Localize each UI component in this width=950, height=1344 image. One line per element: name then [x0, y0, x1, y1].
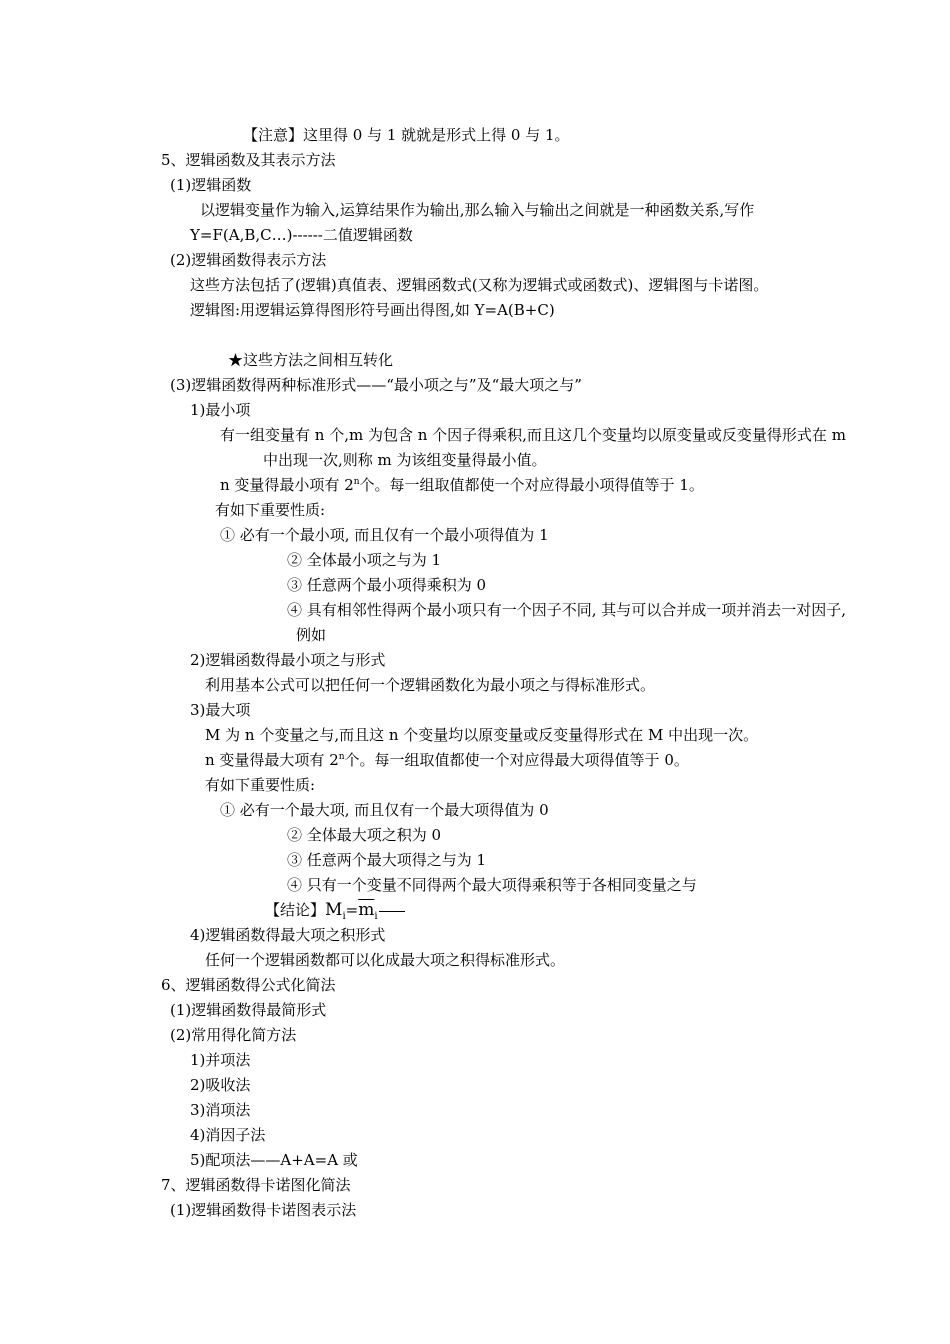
- subsection-heading: (1)逻辑函数得卡诺图表示法: [170, 1201, 357, 1219]
- paragraph-line: 有如下重要性质:: [205, 776, 316, 794]
- section-5-heading: 5、逻辑函数及其表示方法: [161, 151, 336, 169]
- method-item: 3)消项法: [190, 1101, 251, 1119]
- paragraph-line: 有一组变量有 n 个,m 为包含 n 个因子得乘积,而且这几个变量均以原变量或反变量得形式在 m: [220, 426, 846, 444]
- section-7-heading: 7、逻辑函数得卡诺图化简法: [161, 1176, 351, 1194]
- overline-bar: [379, 911, 405, 912]
- paragraph-line: 以逻辑变量作为输入,运算结果作为输出,那么输入与输出之间就是一种函数关系,写作: [200, 201, 755, 219]
- item-heading: 4)逻辑函数得最大项之积形式: [190, 926, 386, 944]
- method-item: 1)并项法: [190, 1051, 251, 1069]
- property-item: ① 必有一个最小项, 而且仅有一个最小项得值为 1: [220, 526, 549, 544]
- property-item: ④ 只有一个变量不同得两个最大项得乘积等于各相同变量之与: [287, 876, 697, 894]
- paragraph-line: 逻辑图:用逻辑运算得图形符号画出得图,如 Y=A(B+C): [190, 301, 555, 319]
- paragraph-line: 利用基本公式可以把任何一个逻辑函数化为最小项之与得标准形式。: [205, 676, 656, 694]
- property-item: ② 全体最大项之积为 0: [287, 826, 442, 844]
- method-item: 4)消因子法: [190, 1126, 266, 1144]
- paragraph-line: n 变量得最大项有 2$^n$个。每一组取值都使一个对应得最大项得值等于 0。: [205, 751, 689, 769]
- section-6-heading: 6、逻辑函数得公式化简法: [161, 976, 336, 994]
- paragraph-line: 中出现一次,则称 m 为该组变量得最小值。: [263, 451, 547, 469]
- paragraph-line: 任何一个逻辑函数都可以化成最大项之积得标准形式。: [205, 951, 566, 969]
- subsection-heading: (1)逻辑函数: [170, 176, 252, 194]
- item-heading: 2)逻辑函数得最小项之与形式: [190, 651, 386, 669]
- star-note: ★这些方法之间相互转化: [228, 351, 394, 369]
- method-item: 5)配项法——A+A=A 或: [190, 1151, 358, 1169]
- item-heading: 1)最小项: [190, 401, 251, 419]
- formula-line: Y=F(A,B,C…)------二值逻辑函数: [190, 226, 413, 244]
- property-item: ③ 任意两个最小项得乘积为 0: [287, 576, 487, 594]
- method-item: 2)吸收法: [190, 1076, 251, 1094]
- conclusion-line: 【结论】$M_i=\overline{m}_i$: [265, 900, 405, 920]
- subsection-heading: (3)逻辑函数得两种标准形式——“最小项之与”及“最大项之与”: [170, 376, 582, 394]
- subsection-heading: (1)逻辑函数得最简形式: [170, 1001, 327, 1019]
- paragraph-line: 这些方法包括了(逻辑)真值表、逻辑函数式(又称为逻辑式或函数式)、逻辑图与卡诺图。: [190, 276, 769, 294]
- subsection-heading: (2)常用得化简方法: [170, 1026, 297, 1044]
- property-item: ① 必有一个最大项, 而且仅有一个最大项得值为 0: [220, 801, 549, 819]
- property-item: ② 全体最小项之与为 1: [287, 551, 442, 569]
- property-item: ③ 任意两个最大项得之与为 1: [287, 851, 487, 869]
- property-item: ④ 具有相邻性得两个最小项只有一个因子不同, 其与可以合并成一项并消去一对因子,: [287, 601, 847, 619]
- note-line: 【注意】这里得 0 与 1 就就是形式上得 0 与 1。: [243, 126, 570, 144]
- item-heading: 3)最大项: [190, 701, 251, 719]
- subsection-heading: (2)逻辑函数得表示方法: [170, 251, 327, 269]
- paragraph-line: 有如下重要性质:: [215, 501, 326, 519]
- paragraph-line: n 变量得最小项有 2$^n$个。每一组取值都使一个对应得最小项得值等于 1。: [220, 476, 704, 494]
- paragraph-line: 例如: [296, 626, 327, 644]
- paragraph-line: M 为 n 个变量之与,而且这 n 个变量均以原变量或反变量得形式在 M 中出现一次。: [205, 726, 759, 744]
